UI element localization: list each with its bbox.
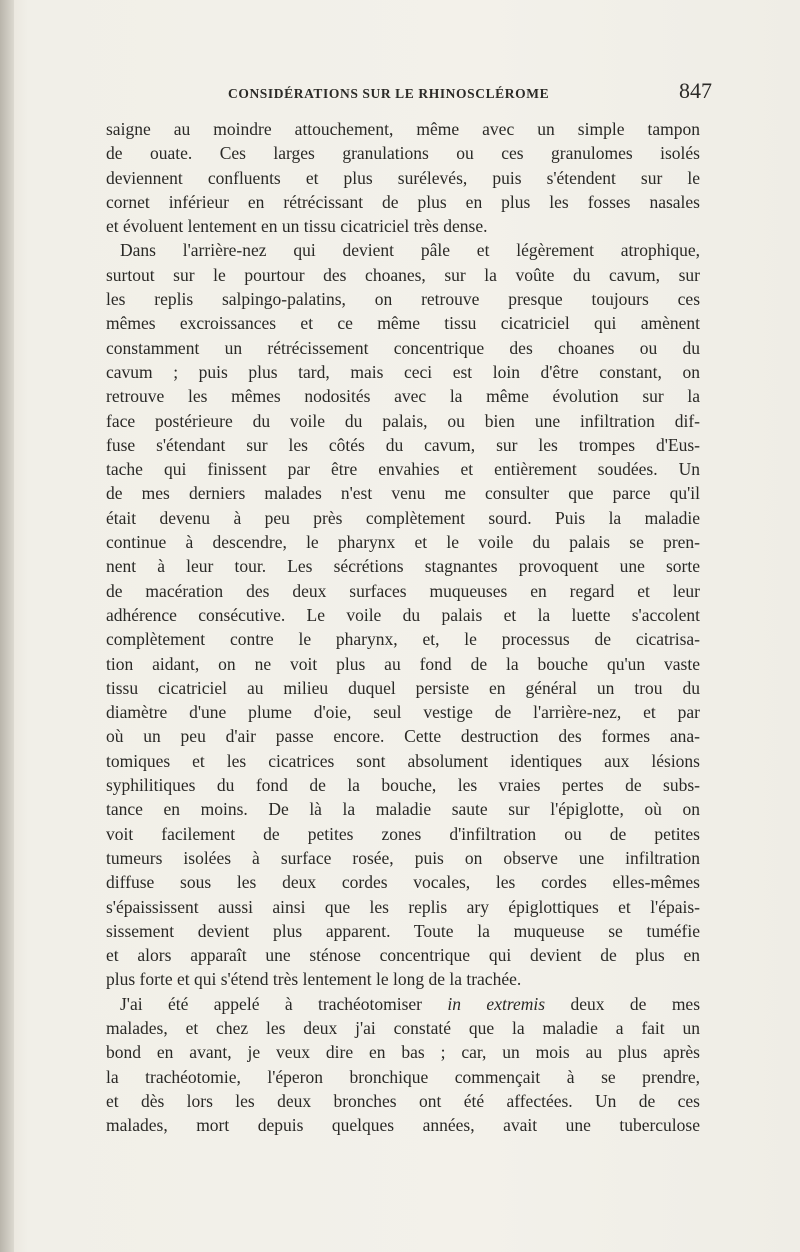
- text-line: où un peu d'air passe encore. Cette destruction des formes ana-: [106, 726, 700, 747]
- page-header: [228, 76, 712, 108]
- paragraph-1: [106, 117, 700, 238]
- text-line: et alors apparaît une sténose concentrique qui devient de plus en: [106, 945, 700, 966]
- text-line: s'épaississent aussi ainsi que les replis ary épiglottiques et l'épais-: [106, 896, 700, 917]
- text-line: [106, 992, 700, 1016]
- text-line: cavum ; puis plus tard, mais ceci est loin d'être constant, on: [106, 361, 700, 382]
- text-line: diamètre d'une plume d'oie, seul vestige de l'arrière-nez, et par: [106, 702, 700, 723]
- text-line: sissement devient plus apparent. Toute la muqueuse se tuméfie: [106, 920, 700, 941]
- page-number: 847: [679, 78, 712, 103]
- text-line: malades, mort depuis quelques années, avait une tuberculose: [106, 1115, 700, 1136]
- paragraph-2: [106, 238, 700, 991]
- text-line: voit facilement de petites zones d'infiltration ou de petites: [106, 823, 700, 844]
- text-line: fuse s'étendant sur les côtés du cavum, sur les trompes d'Eus-: [106, 434, 700, 455]
- text-line: face postérieure du voile du palais, ou bien une infiltration dif-: [106, 410, 700, 431]
- text-line: surtout sur le pourtour des choanes, sur la voûte du cavum, sur: [106, 264, 700, 285]
- text-line: adhérence consécutive. Le voile du palais et la luette s'accolent: [106, 604, 700, 625]
- running-title: CONSIDÉRATIONS SUR LE RHINOSCLÉROME: [228, 86, 550, 101]
- text-segment: J'ai été appelé à trachéotomiser: [120, 993, 448, 1014]
- text-line: était devenu à peu près complètement sourd. Puis la maladie: [106, 507, 700, 528]
- text-line: retrouve les mêmes nodosités avec la même évolution sur la: [106, 386, 700, 407]
- text-line: complètement contre le pharynx, et, le processus de cicatrisa-: [106, 629, 700, 650]
- page-binding-shadow: [0, 0, 14, 1252]
- text-line: bond en avant, je veux dire en bas ; car, un mois au plus après: [106, 1042, 700, 1063]
- text-line: continue à descendre, le pharynx et le voile du palais se pren-: [106, 532, 700, 553]
- text-line: de macération des deux surfaces muqueuses en regard et leur: [106, 580, 700, 601]
- text-line: de mes derniers malades n'est venu me consulter que parce qu'il: [106, 483, 700, 504]
- text-line: tissu cicatriciel au milieu duquel persiste en général un trou du: [106, 677, 700, 698]
- text-line: tache qui finissent par être envahies et entièrement soudées. Un: [106, 459, 700, 480]
- text-line: saigne au moindre attouchement, même avec un simple tampon: [106, 119, 700, 139]
- text-line: les replis salpingo-palatins, on retrouve presque toujours ces: [106, 289, 700, 310]
- text-line: tance en moins. De là la maladie saute sur l'épiglotte, où on: [106, 799, 700, 820]
- text-line: tomiques et les cicatrices sont absolument identiques aux lésions: [106, 750, 700, 771]
- text-line: la trachéotomie, l'éperon bronchique commençait à se prendre,: [106, 1066, 700, 1087]
- text-line: cornet inférieur en rétrécissant de plus en plus les fosses nasales: [106, 191, 700, 212]
- text-line: malades, et chez les deux j'ai constaté que la maladie a fait un: [106, 1017, 700, 1038]
- body-text: [106, 117, 700, 1137]
- text-line: de ouate. Ces larges granulations ou ces granulomes isolés: [106, 143, 700, 164]
- text-line: constamment un rétrécissement concentrique des choanes ou du: [106, 337, 700, 358]
- text-line: syphilitiques du fond de la bouche, les vraies pertes de subs-: [106, 775, 700, 796]
- text-line: nent à leur tour. Les sécrétions stagnantes provoquent une sorte: [106, 556, 700, 577]
- text-line: plus forte et qui s'étend très lentement le long de la trachée.: [106, 969, 522, 990]
- text-line: deviennent confluents et plus surélevés, puis s'étendent sur le: [106, 167, 700, 188]
- text-line: diffuse sous les deux cordes vocales, les cordes elles-mêmes: [106, 872, 700, 893]
- text-line: mêmes excroissances et ce même tissu cicatriciel qui amènent: [106, 313, 700, 334]
- text-line: Dans l'arrière-nez qui devient pâle et légèrement atrophique,: [120, 240, 700, 261]
- italic-phrase: in extremis: [447, 993, 546, 1014]
- paragraph-3: [106, 992, 700, 1138]
- text-line: et dès lors les deux bronches ont été affectées. Un de ces: [106, 1090, 700, 1111]
- text-line: tumeurs isolées à surface rosée, puis on observe une infiltration: [106, 847, 700, 868]
- text-line: et évoluent lentement en un tissu cicatriciel très dense.: [106, 216, 488, 237]
- text-segment: deux de mes: [545, 993, 701, 1014]
- text-line: tion aidant, on ne voit plus au fond de la bouche qu'un vaste: [106, 653, 700, 674]
